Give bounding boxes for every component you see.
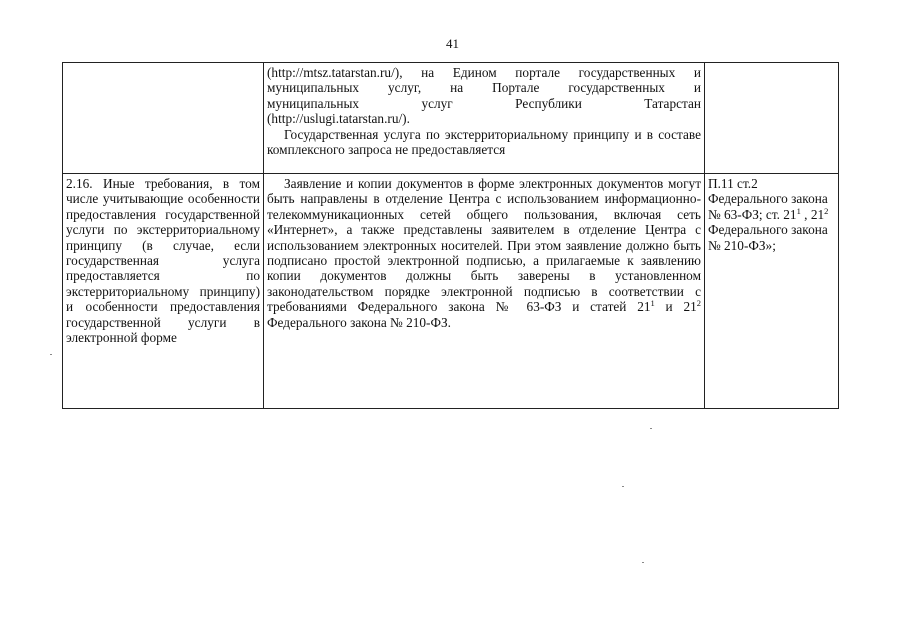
table-row (63, 63, 839, 174)
legal-basis (708, 176, 835, 253)
requirement-description-cell (264, 174, 705, 409)
scan-speck (650, 428, 652, 429)
url-line-1: (http://mtsz.tatarstan.ru/), на Едином портале государственных и (267, 65, 701, 80)
legal-basis-sup-1: 1 (796, 205, 801, 216)
scan-speck (622, 486, 624, 487)
row1-col3-cell (705, 63, 839, 174)
requirement-description (267, 176, 701, 330)
legal-basis-end: Федерального закона № 210-ФЗ»; (708, 222, 828, 253)
legal-basis-sup-2: 2 (824, 205, 829, 216)
description-text: Заявление и копии документов в форме электронных документов могут быть направлены в отделение Центра с использованием информационно-телекоммуникационных сетей общего пользования, включая сеть «Интернет», а также представлены заявителем в отделение Центра с использованием электронных носителей. При этом заявление должно быть подписано простой электронной подписью, а прилагаемые к заявлению копии документов должны быть заверены в установленном законодательством порядке электронной подписью в соответствии с требованиями Федерального закона № 63-ФЗ и статей 21 (267, 176, 701, 315)
scan-speck (50, 354, 52, 355)
scan-speck (642, 562, 644, 563)
url-line-3: муниципальных услуг Республики Татарстан (267, 95, 701, 111)
description-sup-2: 2 (696, 298, 701, 309)
description-end: Федерального закона № 210-ФЗ. (267, 314, 451, 330)
page-number: 41 (446, 36, 459, 51)
description-mid: и 21 (654, 299, 697, 315)
requirement-title (63, 174, 264, 409)
legal-basis-text: П.11 ст.2 Федерального закона № 63-ФЗ; ст. 21 (708, 176, 828, 222)
row1-col1-cell (63, 63, 264, 174)
legal-basis-mid: , 21 (800, 206, 825, 222)
legal-basis-cell (705, 174, 839, 409)
requirement-title-text: 2.16. Иные требования, в том числе учитывающие особенности предоставления государственной услуги по экстерриториальному принципу (в случае, если государственная услуга предоставляется по экстерриториальному принципу) и особенности предоставления государственной услуги в электронной форме (66, 176, 260, 346)
url-line-4: (http://uslugi.tatarstan.ru/). (267, 111, 410, 127)
table-row (63, 174, 839, 409)
row1-col2-cell (264, 63, 705, 174)
description-sup-1: 1 (650, 298, 655, 309)
exterritorial-statement: Государственная услуга по экстерриториальному принципу и в составе комплексного запроса не предоставляется (267, 126, 701, 158)
url-line-2: муниципальных услуг, на Портале государственных и (267, 80, 701, 96)
requirements-table (62, 62, 839, 409)
